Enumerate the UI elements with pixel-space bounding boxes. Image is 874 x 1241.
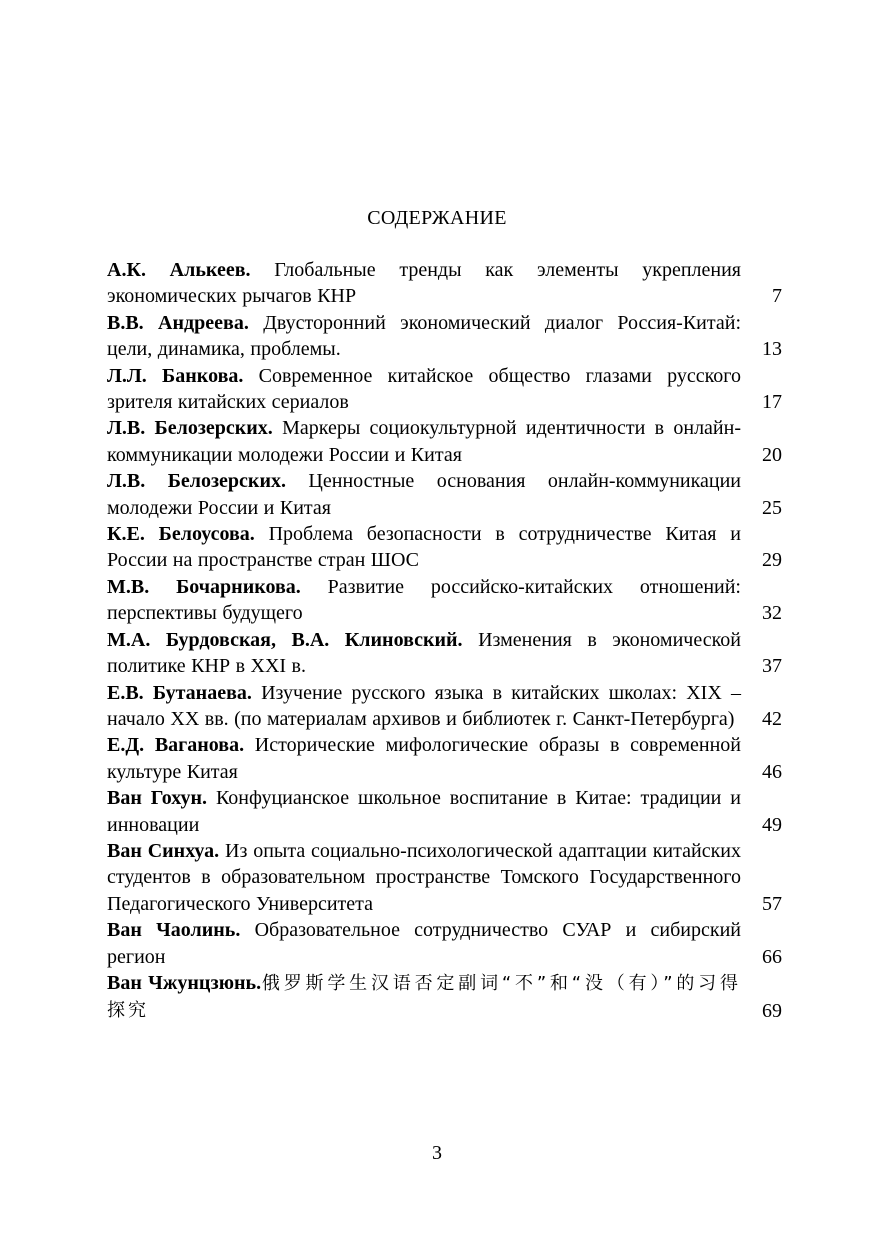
toc-page: 17 xyxy=(762,391,782,414)
toc-title: Исторические мифологические образы в современной культуре Китая xyxy=(107,734,741,783)
toc-page: 42 xyxy=(762,707,782,730)
toc-title: Современное китайское общество глазами русского зрителя китайских сериалов xyxy=(107,364,741,414)
toc-page: 13 xyxy=(762,338,782,361)
toc-entry xyxy=(107,415,782,468)
toc-page: 66 xyxy=(762,945,782,968)
toc-page: 20 xyxy=(762,443,782,466)
toc-page: 69 xyxy=(762,1000,782,1023)
toc-title: Маркеры социокультурной идентичности в онлайн-коммуникации молодежи России и Китая xyxy=(107,417,741,466)
toc-entry xyxy=(107,257,782,310)
toc-author: А.К. Алькеев. xyxy=(107,259,251,281)
toc-author: Л.В. Белозерских. xyxy=(107,470,286,493)
toc-author: Ван Чжунцзюнь. xyxy=(107,971,262,994)
toc-author: М.В. Бочарникова. xyxy=(107,575,301,598)
toc-author: В.В. Андреева. xyxy=(107,311,249,334)
toc-entry xyxy=(107,468,782,521)
toc-title: Конфуцианское школьное воспитание в Китае: традиции и инновации xyxy=(107,787,741,836)
toc-entry xyxy=(107,838,782,917)
page-title: СОДЕРЖАНИЕ xyxy=(367,207,507,229)
toc-author: Е.Д. Ваганова. xyxy=(107,734,245,757)
toc-entry xyxy=(107,917,782,970)
toc-author: К.Е. Белоусова. xyxy=(107,523,255,546)
toc-title: Изменения в экономической политике КНР в XXI в. xyxy=(107,628,741,678)
toc-page: 25 xyxy=(762,496,782,519)
toc-author: Л.В. Белозерских. xyxy=(107,417,273,440)
toc-author: Ван Синхуа. xyxy=(107,839,220,862)
toc-page: 57 xyxy=(762,892,782,915)
table-of-contents xyxy=(107,257,782,1025)
toc-entry xyxy=(107,970,782,1025)
toc-entry xyxy=(107,574,782,627)
toc-title: Ценностные основания онлайн-коммуникации молодежи России и Китая xyxy=(107,470,741,519)
toc-page: 29 xyxy=(762,549,782,572)
toc-page: 49 xyxy=(762,813,782,836)
toc-author: Ван Чаолинь. xyxy=(107,919,241,942)
toc-entry xyxy=(107,310,782,363)
toc-author: Ван Гохун. xyxy=(107,787,208,810)
toc-page: 32 xyxy=(762,602,782,625)
toc-entry xyxy=(107,521,782,574)
toc-title: 俄罗斯学生汉语否定副词“不”和“没（有）”的习得探究 xyxy=(107,972,741,1022)
toc-author: Л.Л. Банкова. xyxy=(107,364,244,387)
toc-title: Проблема безопасности в сотрудничестве Китая и России на пространстве стран ШОС xyxy=(107,523,741,572)
toc-author: М.А. Бурдовская, В.А. Клиновский. xyxy=(107,628,463,651)
toc-entry xyxy=(107,680,782,733)
toc-title: Развитие российско-китайских отношений: перспективы будущего xyxy=(107,575,741,625)
toc-title: Из опыта социально-психологической адаптации китайских студентов в образовательном пространстве Томского Государственного Педагогического Университета xyxy=(107,839,741,915)
toc-entry xyxy=(107,732,782,785)
toc-title: Изучение русского языка в китайских школах: XIX – начало XX вв. (по материалам архивов и библиотек г. Санкт-Петербурга) xyxy=(107,681,741,730)
toc-title: Двусторонний экономический диалог Россия-Китай: цели, динамика, проблемы. xyxy=(107,311,742,361)
toc-page: 46 xyxy=(762,760,782,783)
toc-entry xyxy=(107,785,782,838)
toc-page: 7 xyxy=(772,285,782,308)
toc-page: 37 xyxy=(762,655,782,678)
toc-title: Образовательное сотрудничество СУАР и сибирский регион xyxy=(107,919,742,968)
toc-author: Е.В. Бутанаева. xyxy=(107,681,252,704)
toc-entry xyxy=(107,363,782,416)
toc-entry xyxy=(107,627,782,680)
toc-title: Глобальные тренды как элементы укрепления экономических рычагов КНР xyxy=(107,259,741,308)
page-number: 3 xyxy=(432,1142,442,1164)
